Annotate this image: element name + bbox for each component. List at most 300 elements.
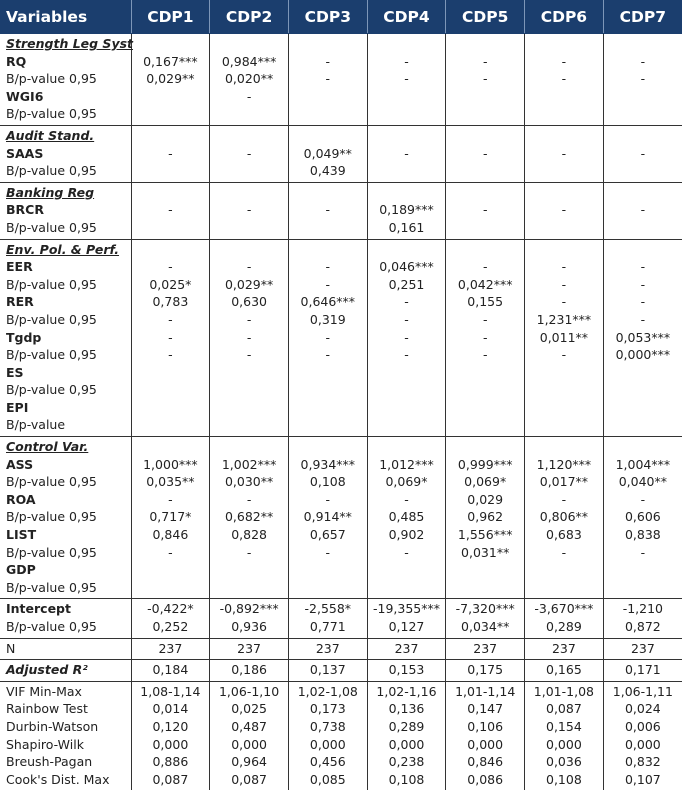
- cdp4-cell: [367, 239, 446, 437]
- cell-value: -0,422*: [147, 601, 194, 617]
- cell-value: [291, 127, 365, 145]
- section-heading: Env. Pol. & Perf.: [6, 241, 120, 257]
- cell-value: 1,120***: [536, 456, 592, 472]
- cell-value: 1,01-1,08: [533, 683, 594, 699]
- row-label-cell: [0, 599, 131, 638]
- table-row: [0, 599, 682, 638]
- cdp2-cell: [210, 599, 289, 638]
- cell-value: 0,108: [546, 771, 582, 787]
- cell-value: [134, 105, 208, 123]
- cell-value: 0,000: [467, 736, 504, 752]
- cell-value: 237: [394, 640, 419, 656]
- cell-value: [527, 579, 601, 597]
- cell-value: [291, 399, 365, 417]
- cell-value: 0,020**: [224, 71, 274, 87]
- row-label: Breush-Pagan: [6, 754, 93, 770]
- row-label: VIF Min-Max: [6, 683, 82, 699]
- section-heading: Strength Leg Syst: [6, 36, 134, 51]
- cdp3-cell: [288, 437, 367, 599]
- cell-value: 0,087: [546, 701, 582, 717]
- cell-value: [448, 88, 522, 106]
- cell-value: [291, 88, 365, 106]
- cell-value: 0,017**: [539, 474, 589, 490]
- cell-value: 0,049**: [303, 145, 352, 161]
- cell-value: [212, 241, 286, 259]
- cell-value: [212, 162, 286, 180]
- cell-value: [527, 127, 601, 145]
- cdp6-cell: [525, 182, 604, 239]
- cell-value: [527, 364, 601, 382]
- cell-value: 237: [473, 640, 498, 656]
- cell-value: 0,000: [152, 736, 189, 752]
- cell-value: [212, 399, 286, 417]
- cell-value: -: [482, 347, 488, 363]
- row-label: Durbin-Watson: [6, 718, 99, 734]
- table-row: [0, 125, 682, 182]
- cell-value: [606, 241, 680, 259]
- cdp3-cell: [288, 182, 367, 239]
- cell-value: [527, 416, 601, 434]
- cell-value: [527, 399, 601, 417]
- cell-value: 0,838: [624, 527, 661, 543]
- cell-value: 0,000: [624, 736, 661, 752]
- cell-value: 237: [237, 640, 262, 656]
- cell-value: -: [325, 347, 331, 363]
- cell-value: 0,439: [309, 163, 346, 179]
- cdp2-cell: [210, 125, 289, 182]
- cell-value: 0,053***: [615, 329, 671, 345]
- row-label: N: [6, 640, 16, 656]
- cell-value: [527, 105, 601, 123]
- row-label-cell: [0, 182, 131, 239]
- cell-value: [134, 219, 208, 237]
- cell-value: -: [482, 71, 488, 87]
- cell-value: 0,238: [388, 754, 425, 770]
- cell-value: [212, 35, 286, 53]
- cell-value: 0,120: [152, 718, 189, 734]
- cell-value: 0,487: [231, 718, 267, 734]
- cell-value: 0,029: [467, 491, 504, 507]
- cell-value: -: [561, 294, 567, 310]
- cell-value: -: [404, 294, 409, 310]
- cell-value: [212, 381, 286, 399]
- cell-value: [448, 416, 522, 434]
- cell-value: 0,025*: [149, 276, 192, 292]
- cell-value: [606, 219, 680, 237]
- cell-value: [448, 364, 522, 382]
- cell-value: [291, 364, 365, 382]
- cell-value: 0,630: [231, 294, 267, 310]
- cell-value: [212, 219, 286, 237]
- cell-value: -: [246, 347, 252, 363]
- cell-value: -: [404, 53, 409, 69]
- row-label: B/p-value 0,95: [6, 71, 97, 87]
- cell-value: 0,914**: [303, 509, 352, 525]
- cell-value: -: [561, 491, 567, 507]
- cdp6-cell: [525, 638, 604, 660]
- cdp7-cell: [603, 660, 682, 682]
- table-row: [0, 239, 682, 437]
- cell-value: [291, 416, 365, 434]
- cell-value: 0,184: [152, 662, 189, 678]
- row-label: B/p-value 0,95: [6, 163, 97, 179]
- cell-value: [606, 364, 680, 382]
- cell-value: [448, 105, 522, 123]
- header-cdp7: CDP7: [603, 0, 682, 34]
- cell-value: -: [482, 202, 488, 218]
- header-cdp4: CDP4: [367, 0, 446, 34]
- cell-value: [212, 184, 286, 202]
- cdp3-cell: [288, 660, 367, 682]
- cell-value: 0,289: [388, 718, 425, 734]
- cell-value: [134, 561, 208, 579]
- cell-value: -: [482, 311, 488, 327]
- cell-value: -: [561, 347, 567, 363]
- cdp6-cell: [525, 599, 604, 638]
- cdp6-cell: [525, 437, 604, 599]
- cell-value: 0,085: [309, 771, 346, 787]
- cell-value: 0,107: [624, 771, 661, 787]
- cell-value: [370, 364, 444, 382]
- cell-value: -: [325, 544, 331, 560]
- cdp1-cell: [131, 599, 210, 638]
- cdp1-cell: [131, 182, 210, 239]
- cell-value: -: [404, 347, 409, 363]
- cdp6-cell: [525, 681, 604, 790]
- cdp3-cell: [288, 599, 367, 638]
- cell-value: 0,738: [309, 718, 346, 734]
- cdp2-cell: [210, 660, 289, 682]
- cell-value: 0,683: [546, 527, 582, 543]
- cell-value: 0,042***: [457, 276, 513, 292]
- cell-value: -: [325, 491, 331, 507]
- cdp2-cell: [210, 638, 289, 660]
- cell-value: -19,355***: [372, 601, 440, 617]
- row-label-cell: [0, 681, 131, 790]
- cell-value: 0,034**: [461, 619, 510, 634]
- cell-value: 237: [315, 640, 340, 656]
- cell-value: 0,936: [231, 619, 267, 634]
- row-label: B/p-value 0,95: [6, 579, 97, 595]
- table-row: [0, 660, 682, 682]
- table-row: [0, 182, 682, 239]
- row-label: ES: [6, 364, 24, 380]
- row-label: EER: [6, 259, 33, 275]
- cell-value: -: [168, 347, 173, 363]
- cdp1-cell: [131, 437, 210, 599]
- cell-value: -: [482, 259, 488, 275]
- cell-value: [291, 219, 365, 237]
- row-label: B/p-value 0,95: [6, 382, 97, 398]
- cdp5-cell: [446, 125, 525, 182]
- cell-value: 0,934***: [300, 456, 356, 472]
- cell-value: -: [404, 71, 409, 87]
- cell-value: -: [482, 53, 488, 69]
- cell-value: -: [561, 145, 567, 161]
- cell-value: 0,108: [309, 474, 346, 490]
- cdp4-cell: [367, 681, 446, 790]
- cell-value: 0,964: [231, 754, 267, 770]
- cell-value: 1,004***: [615, 456, 671, 472]
- cell-value: [606, 35, 680, 53]
- cell-value: 0,024: [624, 701, 661, 717]
- cdp6-cell: [525, 125, 604, 182]
- row-label: Intercept: [6, 601, 71, 617]
- cell-value: [212, 438, 286, 456]
- cell-value: [134, 579, 208, 597]
- cdp7-cell: [603, 239, 682, 437]
- cell-value: 0,046***: [379, 259, 434, 275]
- cell-value: 0,902: [388, 527, 425, 543]
- cell-value: [134, 381, 208, 399]
- cell-value: [606, 399, 680, 417]
- cell-value: 0,011**: [539, 329, 589, 345]
- cdp1-cell: [131, 638, 210, 660]
- cell-value: 0,014: [152, 701, 189, 717]
- cell-value: 0,000: [546, 736, 582, 752]
- cdp6-cell: [525, 660, 604, 682]
- cell-value: 0,832: [624, 754, 661, 770]
- section-heading: Control Var.: [6, 439, 89, 455]
- cell-value: 0,806**: [539, 509, 589, 525]
- cell-value: -: [404, 491, 409, 507]
- cdp1-cell: [131, 239, 210, 437]
- cell-value: 0,006: [624, 718, 661, 734]
- cell-value: [448, 399, 522, 417]
- cell-value: 0,106: [467, 718, 504, 734]
- section-heading: Banking Reg: [6, 184, 95, 200]
- cell-value: 1,08-1,14: [140, 683, 201, 699]
- cdp4-cell: [367, 437, 446, 599]
- cell-value: -: [246, 311, 252, 327]
- cell-value: -: [561, 71, 567, 87]
- header-cdp5: CDP5: [446, 0, 525, 34]
- cdp1-cell: [131, 681, 210, 790]
- cell-value: [606, 579, 680, 597]
- cell-value: [212, 127, 286, 145]
- row-label: B/p-value 0,95: [6, 106, 97, 122]
- cell-value: 0,087: [152, 771, 189, 787]
- cell-value: 0,000: [388, 736, 425, 752]
- cell-value: -: [561, 202, 567, 218]
- cdp7-cell: [603, 182, 682, 239]
- cell-value: [370, 416, 444, 434]
- cell-value: 0,127: [388, 619, 425, 634]
- cell-value: 0,872: [624, 619, 661, 634]
- cell-value: [291, 579, 365, 597]
- cell-value: [527, 219, 601, 237]
- cell-value: [606, 416, 680, 434]
- cell-value: 0,040**: [618, 474, 668, 490]
- cell-value: -: [168, 329, 173, 345]
- cell-value: [448, 35, 522, 53]
- cell-value: 0,783: [152, 294, 189, 310]
- cell-value: -: [561, 53, 567, 69]
- cell-value: 0,319: [309, 311, 346, 327]
- cell-value: [134, 88, 208, 106]
- row-label: BRCR: [6, 202, 44, 218]
- cell-value: 0,251: [388, 276, 425, 292]
- cell-value: [370, 184, 444, 202]
- cdp1-cell: [131, 125, 210, 182]
- cell-value: 237: [551, 640, 576, 656]
- cell-value: -: [168, 145, 173, 161]
- row-label-cell: [0, 638, 131, 660]
- cell-value: 0,069*: [385, 474, 428, 490]
- cell-value: [527, 88, 601, 106]
- cdp4-cell: [367, 125, 446, 182]
- cell-value: -: [640, 259, 646, 275]
- cell-value: -: [482, 329, 488, 345]
- cell-value: 1,06-1,10: [218, 683, 280, 699]
- cdp7-cell: [603, 599, 682, 638]
- cell-value: 0,167***: [143, 53, 198, 69]
- cell-value: 1,02-1,08: [297, 683, 358, 699]
- cell-value: 1,231***: [536, 311, 592, 327]
- row-label-cell: [0, 437, 131, 599]
- header-cdp6: CDP6: [525, 0, 604, 34]
- cell-value: -: [640, 53, 646, 69]
- cell-value: 0,108: [388, 771, 425, 787]
- cdp6-cell: [525, 34, 604, 126]
- cell-value: 0,035**: [146, 474, 195, 490]
- cdp3-cell: [288, 125, 367, 182]
- cell-value: 0,161: [388, 219, 425, 235]
- cell-value: 0,175: [467, 662, 504, 678]
- cell-value: 0,657: [309, 527, 346, 543]
- cell-value: [606, 105, 680, 123]
- cell-value: 1,000***: [143, 456, 198, 472]
- row-label: B/p-value 0,95: [6, 544, 97, 560]
- row-label: B/p-value 0,95: [6, 219, 97, 235]
- row-label: Cook's Dist. Max: [6, 771, 110, 787]
- cdp2-cell: [210, 34, 289, 126]
- cell-value: 0,086: [467, 771, 504, 787]
- cell-value: 0,771: [309, 619, 346, 634]
- cell-value: 0,031**: [461, 544, 510, 560]
- cell-value: [212, 579, 286, 597]
- row-label-cell: [0, 660, 131, 682]
- cell-value: -: [325, 329, 331, 345]
- cell-value: [606, 438, 680, 456]
- table-row: [0, 34, 682, 126]
- cell-value: -: [404, 329, 409, 345]
- cell-value: [448, 579, 522, 597]
- cell-value: -3,670***: [534, 601, 594, 617]
- row-label: Adjusted R²: [6, 662, 88, 678]
- row-label: ASS: [6, 456, 34, 472]
- cell-value: 0,030**: [224, 474, 274, 490]
- header-cdp3: CDP3: [288, 0, 367, 34]
- cell-value: -: [640, 491, 646, 507]
- cell-value: [370, 438, 444, 456]
- cell-value: 0,846: [152, 527, 189, 543]
- cell-value: [212, 561, 286, 579]
- cell-value: [370, 561, 444, 579]
- cell-value: 0,136: [388, 701, 425, 717]
- cdp5-cell: [446, 599, 525, 638]
- cell-value: -: [325, 71, 331, 87]
- cell-value: 0,069*: [464, 474, 507, 490]
- cell-value: -: [168, 491, 173, 507]
- cell-value: [370, 162, 444, 180]
- cell-value: 0,087: [231, 771, 267, 787]
- cell-value: 0,186: [231, 662, 267, 678]
- cdp2-cell: [210, 681, 289, 790]
- cell-value: -: [246, 259, 252, 275]
- cdp2-cell: [210, 239, 289, 437]
- cell-value: -: [246, 544, 252, 560]
- table-row: [0, 681, 682, 790]
- cell-value: [291, 184, 365, 202]
- cell-value: [291, 561, 365, 579]
- row-label: Rainbow Test: [6, 701, 88, 717]
- cell-value: [448, 219, 522, 237]
- cell-value: [606, 184, 680, 202]
- cell-value: 0,962: [467, 509, 504, 525]
- cdp4-cell: [367, 34, 446, 126]
- cell-value: -0,892***: [219, 601, 279, 617]
- cell-value: 1,02-1,16: [376, 683, 437, 699]
- cell-value: [527, 184, 601, 202]
- cell-value: -: [325, 259, 331, 275]
- section-heading: Audit Stand.: [6, 127, 95, 143]
- row-label: EPI: [6, 399, 29, 415]
- cell-value: [134, 162, 208, 180]
- cell-value: -: [246, 329, 252, 345]
- cell-value: [606, 88, 680, 106]
- cell-value: [134, 184, 208, 202]
- cell-value: 0,682**: [224, 509, 274, 525]
- cell-value: [448, 241, 522, 259]
- cell-value: [527, 381, 601, 399]
- cell-value: -: [640, 276, 646, 292]
- header-variables: Variables: [0, 0, 131, 34]
- cell-value: [606, 561, 680, 579]
- cell-value: [448, 162, 522, 180]
- cell-value: [291, 381, 365, 399]
- cdp5-cell: [446, 681, 525, 790]
- cdp4-cell: [367, 182, 446, 239]
- cell-value: [527, 35, 601, 53]
- row-label: B/p-value 0,95: [6, 619, 97, 634]
- cell-value: [370, 241, 444, 259]
- cell-value: -: [561, 259, 567, 275]
- cdp5-cell: [446, 239, 525, 437]
- cell-value: 1,556***: [457, 527, 513, 543]
- row-label: B/p-value 0,95: [6, 347, 97, 363]
- cdp6-cell: [525, 239, 604, 437]
- cell-value: 0,173: [309, 701, 346, 717]
- cell-value: -: [561, 276, 567, 292]
- cell-value: -1,210: [622, 601, 664, 617]
- cell-value: -: [640, 311, 646, 327]
- cdp7-cell: [603, 125, 682, 182]
- cell-value: 237: [630, 640, 655, 656]
- cell-value: 0,155: [467, 294, 504, 310]
- cell-value: [606, 127, 680, 145]
- cell-value: 0,984***: [221, 53, 277, 69]
- cell-value: [134, 416, 208, 434]
- cdp1-cell: [131, 660, 210, 682]
- table-row: [0, 638, 682, 660]
- cell-value: 0,999***: [457, 456, 513, 472]
- cell-value: 0,289: [546, 619, 582, 634]
- row-label: Shapiro-Wilk: [6, 736, 84, 752]
- cell-value: 0,025: [231, 701, 267, 717]
- cell-value: -: [640, 544, 646, 560]
- cell-value: -: [325, 53, 331, 69]
